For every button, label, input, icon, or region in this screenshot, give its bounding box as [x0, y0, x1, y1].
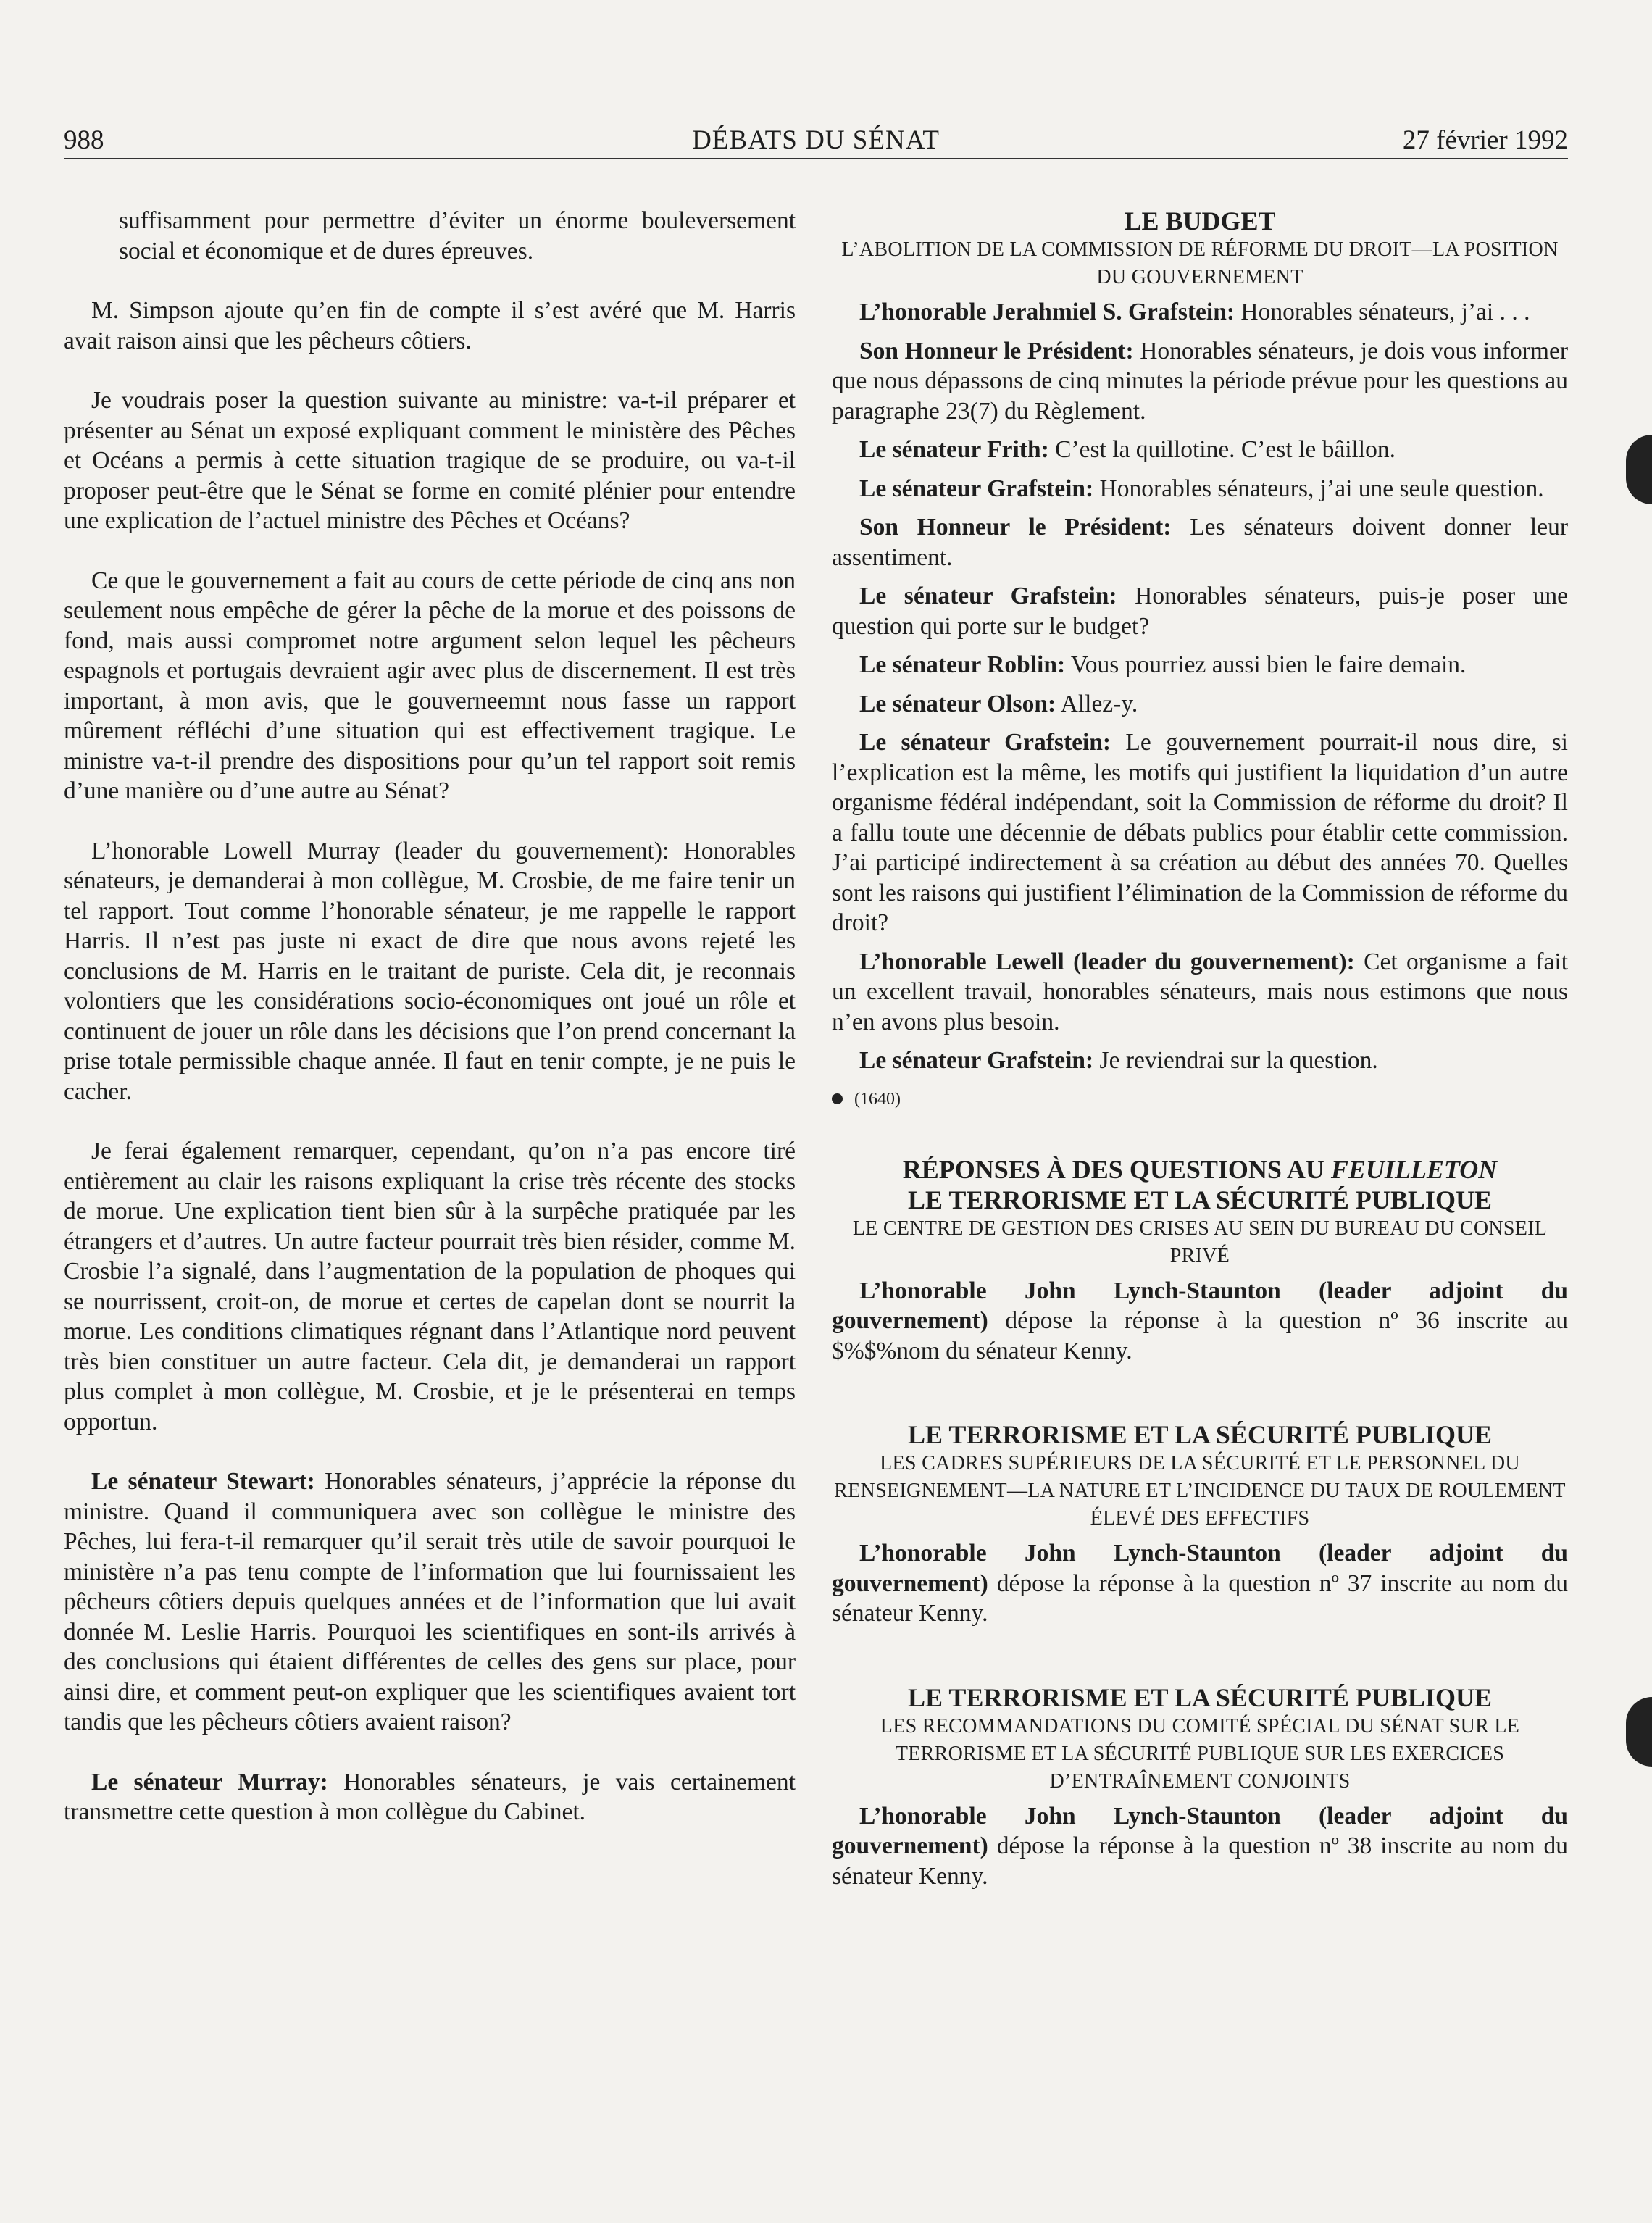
paragraph: Ce que le gouvernement a fait au cours de cette période de cinq ans non seulement nous empêche de gérer la pêche de la morue et des poissons de fond, mais aussi compromet notre argument selon lequel les pêcheurs espagnols et portugais devraient agir avec plus de discernement. Il est très important, à mon avis, que le gouverneemnt nous fasse un rapport mûrement réfléchi d’une situation qui est effectivement tragique. Le ministre va-t-il prendre des dispositions pour qu’un tel rapport soit remis d’une manière ou d’une autre au Sénat?: [64, 567, 796, 804]
speaker-name: Le sénateur Grafstein:: [859, 729, 1111, 756]
section-subheading: LES CADRES SUPÉRIEURS DE LA SÉCURITÉ ET LE PERSONNEL DU RENSEIGNEMENT—LA NATURE ET L’INCIDENCE DU TAUX DE ROULEMENT ÉLEVÉ DES EFFECTIFS: [834, 1452, 1566, 1530]
publication-date: 27 février 1992: [1402, 125, 1568, 155]
paragraph: Je voudrais poser la question suivante au ministre: va-t-il préparer et présenter au Sénat un exposé expliquant comment le ministère des Pêches et Océans a permis à cette situation tragique de se produire, ou va-t-il proposer peut-être que le Sénat se forme en comité plénier pour entendre une explication de l’actuel ministre des Pêches et Océans?: [64, 387, 796, 534]
publication-title: DÉBATS DU SÉNAT: [692, 125, 940, 155]
speaker-name: Le sénateur Roblin:: [859, 651, 1066, 678]
exchange: [832, 512, 1568, 572]
paragraph: L’honorable Lowell Murray (leader du gouvernement): Honorables sénateurs, je demanderai à mon collègue, M. Crosbie, de me faire tenir un tel rapport. Tout comme l’honorable sénateur, je me rappelle le rapport Harris. Il n’est pas juste ni exact de dire que nous avons rejeté les conclusions de M. Harris en le traitant de puriste. Cela dit, je reconnais volontiers que les considérations socio-économiques ont joué un rôle et continuent de jouer un rôle dans les décisions que l’on prend concernant la prise totale permissible chaque année. Il faut en tenir compte, je ne puis le cacher.: [64, 837, 796, 1105]
section-heading: LE TERRORISME ET LA SÉCURITÉ PUBLIQUE: [908, 1185, 1492, 1214]
exchange: [832, 474, 1568, 504]
response-paragraph: [832, 1538, 1568, 1629]
response-text: dépose la réponse à la question nº 37 inscrite au nom du sénateur Kenny.: [832, 1569, 1568, 1627]
left-column: [64, 206, 796, 1857]
exchange: [832, 727, 1568, 938]
response-paragraph: [832, 1276, 1568, 1367]
header-rule: [64, 158, 1568, 159]
speech-text: Honorables sénateurs, je vais certainement transmettre cette question à mon collègue du Cabinet.: [64, 1768, 796, 1825]
time-marker-label: (1640): [854, 1089, 901, 1109]
section-heading: LE BUDGET: [1124, 207, 1276, 235]
right-column: [832, 206, 1568, 1900]
speaker-name: L’honorable John Lynch-Staunton (leader adjoint du gouvernement): [832, 1277, 1568, 1334]
paragraph: M. Simpson ajoute qu’en fin de compte il s’est avéré que M. Harris avait raison ainsi que les pêcheurs côtiers.: [64, 297, 796, 354]
exchange: [832, 336, 1568, 427]
heading-text: RÉPONSES À DES QUESTIONS AU: [902, 1154, 1331, 1184]
speech-text: Honorables sénateurs, puis-je poser une question qui porte sur le budget?: [832, 583, 1568, 640]
speaker-name: Le sénateur Stewart:: [91, 1468, 315, 1495]
exchange: [832, 581, 1568, 641]
page-edge-tab: [1626, 1697, 1652, 1767]
paragraph: [64, 1467, 796, 1738]
speaker-name: Le sénateur Grafstein:: [859, 583, 1117, 609]
speech-text: Je reviendrai sur la question.: [1093, 1047, 1378, 1074]
speech-text: Allez-y.: [1056, 690, 1138, 717]
speech-text: Honorables sénateurs, j’ai une seule question.: [1093, 475, 1544, 502]
speaker-name: Le sénateur Olson:: [859, 690, 1056, 717]
speech-text: C’est la quillotine. C’est le bâillon.: [1048, 436, 1396, 463]
speaker-name: Le sénateur Grafstein:: [859, 1047, 1094, 1074]
speaker-name: L’honorable John Lynch-Staunton (leader adjoint du gouvernement): [832, 1802, 1568, 1859]
response-paragraph: [832, 1801, 1568, 1892]
paragraph: suffisamment pour permettre d’éviter un énorme bouleversement social et économique et de dures épreuves.: [119, 207, 796, 264]
speech-text: Honorables sénateurs, j’ai . . .: [1235, 299, 1530, 325]
bullet-icon: [832, 1093, 843, 1104]
exchange: [832, 947, 1568, 1038]
speaker-name: Le sénateur Grafstein:: [859, 475, 1094, 502]
section-subheading: LES RECOMMANDATIONS DU COMITÉ SPÉCIAL DU SÉNAT SUR LE TERRORISME ET LA SÉCURITÉ PUBLIQUE SUR LES EXERCICES D’ENTRAÎNEMENT CONJOINTS: [880, 1714, 1520, 1793]
speaker-name: Le sénateur Murray:: [91, 1768, 328, 1796]
response-text: dépose la réponse à la question nº 38 inscrite au nom du sénateur Kenny.: [832, 1832, 1568, 1890]
speaker-name: L’honorable John Lynch-Staunton (leader adjoint du gouvernement): [832, 1540, 1568, 1597]
speaker-name: Son Honneur le Président:: [859, 337, 1134, 364]
speech-text: Le gouvernement pourrait-il nous dire, si l’explication est la même, les motifs qui justifient la liquidation d’un autre organisme fédéral indépendant, soit la Commission de réforme du droit? Il a fallu toute une décennie de débats publics pour établir cette commission. J’ai participé indirectement à sa création au début des années 70. Quelles sont les raisons qui justifient l’élimination de la Commission de réforme du droit?: [832, 729, 1568, 936]
speaker-name: Le sénateur Frith:: [859, 436, 1049, 463]
section-subheading: L’ABOLITION DE LA COMMISSION DE RÉFORME DU DROIT—LA POSITION DU GOUVERNEMENT: [841, 238, 1559, 288]
speaker-name: L’honorable Jerahmiel S. Grafstein:: [859, 299, 1235, 325]
paragraph: Je ferai également remarquer, cependant, qu’on n’a pas encore tiré entièrement au clair les raisons expliquant la crise très récente des stocks de morue. Une explication tient bien sûr à la surpêche pratiquée par les étrangers et d’autres. Un autre facteur pourrait très bien résider, comme M. Crosbie l’a signalé, dans l’augmentation de la population de phoques qui se nourrissent, croit-on, de morue et certes de capelan dont se nourrit la morue. Les conditions climatiques régnant dans l’Atlantique nord peuvent très bien constituer un autre facteur. Cela dit, je demanderai un rapport plus complet à mon collègue, M. Crosbie, et je le présenterai en temps opportun.: [64, 1138, 796, 1435]
speech-text: Honorables sénateurs, je dois vous informer que nous dépassons de cinq minutes la période prévue pour les questions au paragraphe 23(7) du Règlement.: [832, 337, 1568, 425]
speech-text: Vous pourriez aussi bien le faire demain.: [1065, 651, 1467, 678]
speaker-name: Son Honneur le Président:: [859, 514, 1172, 541]
heading-italic-text: FEUILLETON: [1330, 1154, 1498, 1184]
speaker-name: L’honorable Lewell (leader du gouvernement):: [859, 948, 1355, 975]
section-subheading: LE CENTRE DE GESTION DES CRISES AU SEIN DU BUREAU DU CONSEIL PRIVÉ: [852, 1217, 1548, 1267]
exchange: [832, 435, 1568, 465]
speech-text: Honorables sénateurs, j’apprécie la réponse du ministre. Quand il communiquera avec son collègue le ministre des Pêches, lui fera-t-il remarquer qu’il serait très utile de savoir pourquoi le ministère n’a pas tenu compte de l’information que lui fournissaient les pêcheurs côtiers depuis quelques années et de l’information que lui avait donnée M. Leslie Harris. Pourquoi les scientifiques en sont-ils arrivés à des conclusions qui étaient différentes de celles des gens sur place, pour ainsi dire, et comment peut-on expliquer que les scientifiques avaient tort tandis que les pêcheurs côtiers avaient raison?: [64, 1468, 796, 1735]
page-number: 988: [64, 125, 104, 155]
section-heading: [832, 1154, 1568, 1185]
response-text: dépose la réponse à la question nº 36 inscrite au $%$%nom du sénateur Kenny.: [832, 1307, 1568, 1364]
page-header: [64, 122, 1568, 159]
time-marker: [832, 1085, 1568, 1114]
section-heading: LE TERRORISME ET LA SÉCURITÉ PUBLIQUE: [908, 1682, 1492, 1712]
exchange: [832, 297, 1568, 328]
section-heading: LE TERRORISME ET LA SÉCURITÉ PUBLIQUE: [908, 1420, 1492, 1449]
speech-text: Cet organisme a fait un excellent travail, honorables sénateurs, mais nous estimons que nous n’en avons plus besoin.: [832, 948, 1569, 1035]
page-edge-tab: [1626, 435, 1652, 504]
exchange: [832, 1046, 1568, 1076]
paragraph: [64, 1767, 796, 1827]
exchange: [832, 650, 1568, 680]
exchange: [832, 689, 1568, 720]
speech-text: Les sénateurs doivent donner leur assentiment.: [832, 514, 1568, 571]
